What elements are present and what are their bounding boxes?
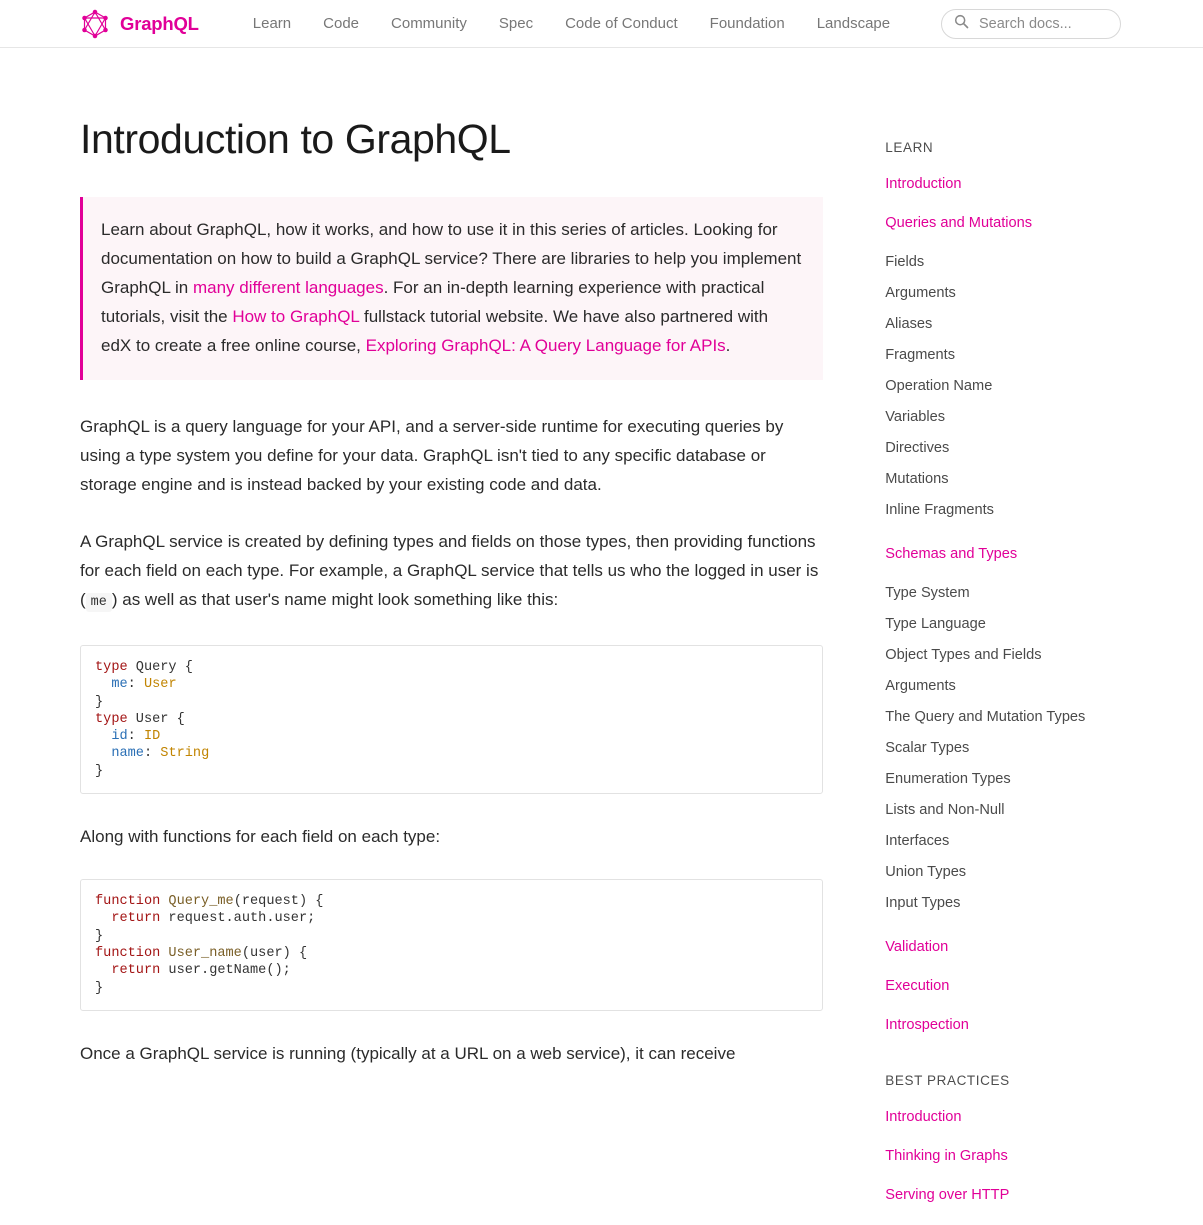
site-header: [0, 0, 1203, 48]
sidebar-item-lists-and-non-null[interactable]: Lists and Non-Null: [885, 802, 1005, 818]
sidebar-item-object-types-and-fields[interactable]: Object Types and Fields: [885, 647, 1042, 663]
sidebar-heading-best-practices: BEST PRACTICES: [885, 1073, 1010, 1088]
code2-function-query-me: Query_me: [160, 894, 234, 910]
code1-field-me: me: [95, 677, 128, 693]
search-input[interactable]: [977, 15, 1108, 33]
code1-type-id: ID: [143, 729, 161, 745]
sidebar-group-queries: [885, 253, 1123, 519]
nav-item-code-of-conduct[interactable]: Code of Conduct: [565, 15, 678, 32]
nav-item-learn[interactable]: Learn: [252, 15, 292, 32]
sidebar-item-variables[interactable]: Variables: [885, 409, 946, 425]
code1-query-decl: Query {: [127, 660, 193, 675]
sidebar-item-operation-name[interactable]: Operation Name: [885, 378, 993, 394]
code2-return-expr-2: user.getName();: [160, 963, 291, 979]
code1-colon-2: :: [127, 729, 144, 745]
sidebar-item-validation[interactable]: Validation: [885, 939, 949, 955]
inline-code-me: me: [86, 593, 112, 612]
code2-args-2: (user) {: [241, 945, 308, 961]
nav-item-community[interactable]: Community: [391, 15, 467, 32]
code2-close-1: }: [95, 928, 104, 944]
main-nav: [237, 15, 906, 32]
sidebar-item-arguments[interactable]: Arguments: [885, 285, 956, 301]
sidebar-item-type-language[interactable]: Type Language: [885, 616, 986, 632]
paragraph-service-text-a: A GraphQL service is created by defining types and fields on those types, then providing functions for each field on each type. For example, a GraphQL service that tells us who the logged in user is (: [80, 532, 819, 609]
sidebar-item-union-types[interactable]: Union Types: [885, 864, 967, 880]
search-icon: [954, 14, 969, 34]
code1-field-id: id: [95, 729, 128, 745]
sidebar-item-interfaces[interactable]: Interfaces: [885, 833, 950, 849]
paragraph-service-running: Once a GraphQL service is running (typically at a URL on a web service), it can receive: [80, 1043, 736, 1063]
code2-function-user-name: User_name: [160, 945, 242, 961]
sidebar-item-inline-fragments[interactable]: Inline Fragments: [885, 502, 994, 518]
sidebar-item-introduction[interactable]: Introduction: [885, 176, 962, 192]
sidebar-item-bp-introduction[interactable]: Introduction: [885, 1109, 962, 1125]
graphql-logo-icon: [80, 9, 110, 39]
sidebar-item-enumeration-types[interactable]: Enumeration Types: [885, 771, 1011, 787]
paragraph-service-definition: [80, 527, 823, 617]
page-body: [0, 48, 1203, 1225]
sidebar-item-directives[interactable]: Directives: [885, 440, 950, 456]
code1-colon-3: :: [143, 746, 161, 762]
sidebar-item-type-system[interactable]: Type System: [885, 585, 970, 601]
code1-close-1: }: [95, 694, 104, 710]
sidebar-item-fragments[interactable]: Fragments: [885, 347, 955, 363]
paragraph-intro: GraphQL is a query language for your API, and a server-side runtime for executing queries by using a type system you define for your data. GraphQL isn't tied to any specific database or storage engine and is instead backed by your existing code and data.: [80, 417, 784, 494]
callout-text-3: fullstack tutorial website. We have also partnered with edX to create a free online course,: [101, 307, 769, 355]
code1-colon-1: :: [127, 677, 144, 693]
callout-link-how-to-graphql[interactable]: How to GraphQL: [232, 307, 360, 326]
sidebar-item-execution[interactable]: Execution: [885, 978, 950, 994]
code1-keyword-type-query: type: [95, 660, 128, 675]
code1-user-decl: User {: [127, 711, 185, 727]
code2-keyword-return-2: return: [95, 963, 161, 979]
sidebar-item-mutations[interactable]: Mutations: [885, 471, 949, 487]
callout-link-many-languages[interactable]: many different languages: [192, 278, 384, 297]
code2-return-expr-1: request.auth.user;: [160, 911, 316, 927]
sidebar-item-introspection[interactable]: Introspection: [885, 1017, 969, 1033]
sidebar-item-query-and-mutation-types[interactable]: The Query and Mutation Types: [885, 709, 1086, 725]
callout-link-edx-course[interactable]: Exploring GraphQL: A Query Language for APIs: [365, 336, 726, 355]
nav-item-foundation[interactable]: Foundation: [709, 15, 785, 32]
paragraph-service-text-b: ) as well as that user's name might look something like this:: [111, 590, 559, 609]
brand-name: GraphQL: [120, 12, 199, 34]
sidebar-item-serving-over-http[interactable]: Serving over HTTP: [885, 1187, 1010, 1203]
main-content: [80, 48, 863, 1096]
sidebar-item-scalar-types[interactable]: Scalar Types: [885, 740, 970, 756]
code-block-schema: [80, 645, 823, 794]
code1-keyword-type-user: type: [95, 711, 128, 727]
page-title: Introduction to GraphQL: [80, 116, 511, 162]
code2-close-2: }: [95, 980, 104, 996]
callout-text-4: .: [725, 336, 731, 355]
nav-item-code[interactable]: Code: [323, 15, 360, 32]
code2-args-1: (request) {: [233, 894, 324, 910]
search-box[interactable]: [941, 9, 1121, 39]
docs-sidebar: [863, 48, 1123, 1225]
sidebar-item-schemas-and-types[interactable]: Schemas and Types: [885, 546, 1018, 562]
brand-home-link[interactable]: [80, 9, 199, 39]
code2-keyword-function-2: function: [95, 945, 161, 961]
code2-keyword-function-1: function: [95, 894, 161, 910]
code1-type-string: String: [160, 746, 210, 762]
code1-close-2: }: [95, 763, 104, 779]
sidebar-item-aliases[interactable]: Aliases: [885, 316, 933, 332]
sidebar-group-schemas: [885, 584, 1123, 912]
code1-field-name: name: [95, 746, 144, 762]
sidebar-item-fields[interactable]: Fields: [885, 254, 925, 270]
paragraph-functions-lead: Along with functions for each field on each type:: [80, 827, 441, 847]
code-block-resolvers: [80, 879, 823, 1011]
callout-text-2: . For an in-depth learning experience with practical tutorials, visit the: [101, 278, 765, 326]
sidebar-item-thinking-in-graphs[interactable]: Thinking in Graphs: [885, 1148, 1008, 1164]
sidebar-item-input-types[interactable]: Input Types: [885, 895, 961, 911]
sidebar-item-arguments-schema[interactable]: Arguments: [885, 678, 956, 694]
nav-item-landscape[interactable]: Landscape: [816, 15, 891, 32]
callout-text-1: Learn about GraphQL, how it works, and how to use it in this series of articles. Looking for documentation on how to build a GraphQL service? There are libraries to help you implement GraphQL in: [101, 220, 802, 297]
sidebar-item-queries-and-mutations[interactable]: Queries and Mutations: [885, 215, 1033, 231]
code2-keyword-return-1: return: [95, 911, 161, 927]
sidebar-heading-learn: LEARN: [885, 140, 934, 155]
intro-callout: [80, 197, 823, 380]
code1-type-user: User: [143, 677, 177, 693]
nav-item-spec[interactable]: Spec: [498, 15, 534, 32]
